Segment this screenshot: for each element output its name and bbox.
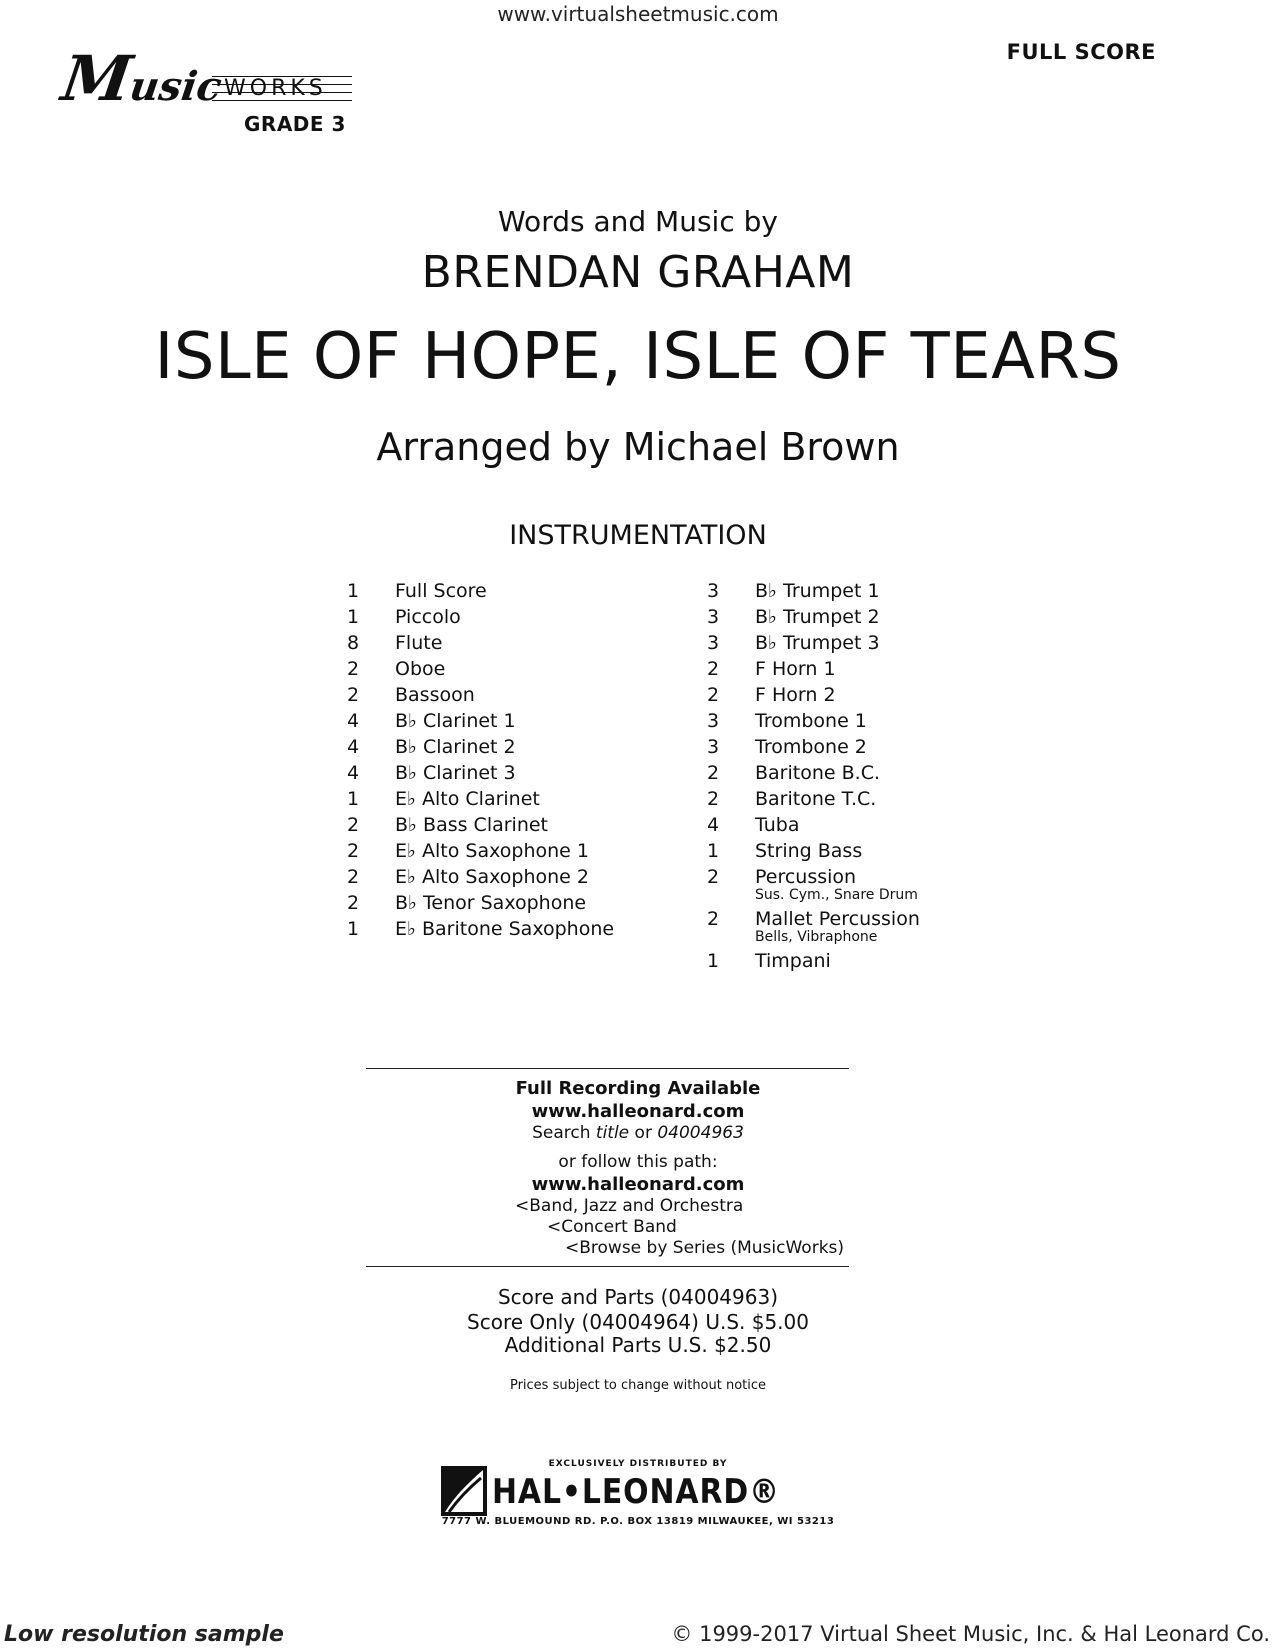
instrument-row [340,840,680,866]
instrument-row [700,632,1000,658]
instrument-name-cell [395,632,680,654]
instrument-name: B♭ Trumpet 1 [755,580,880,602]
instrument-name-cell [395,918,680,940]
instrument-row [700,814,1000,840]
instrument-name-cell [755,580,1000,602]
instrument-quantity: 1 [707,840,720,862]
instrument-name: Full Score [395,580,487,602]
instrument-name: B♭ Bass Clarinet [395,814,549,836]
instrument-quantity: 2 [347,866,360,888]
instrument-quantity: 2 [707,684,720,706]
price-score-and-parts: Score and Parts (04004963) [497,1285,779,1309]
instrument-row [340,814,680,840]
instrument-row [700,762,1000,788]
instrument-quantity: 1 [347,606,360,628]
instrument-row [340,788,680,814]
instrument-name: E♭ Alto Saxophone 1 [395,840,589,862]
price-disclaimer: Prices subject to change without notice [509,1378,767,1393]
instrument-name: F Horn 1 [755,658,836,680]
instrument-name: B♭ Clarinet 3 [395,762,516,784]
instrument-row [340,710,680,736]
copyright-notice: © 1999-2017 Virtual Sheet Music, Inc. & Hal Leonard Co. [671,1622,1270,1646]
instrument-row [700,658,1000,684]
instrument-name: Baritone B.C. [755,762,880,784]
instrument-name: Tuba [755,814,800,836]
instrument-quantity: 2 [707,762,720,784]
edition-label: FULL SCORE [1006,40,1156,64]
instrument-name-cell [755,840,1000,862]
instrument-quantity: 2 [707,866,720,888]
instrument-quantity: 1 [347,788,360,810]
instrument-name: E♭ Baritone Saxophone [395,918,615,940]
instrument-name: B♭ Trumpet 2 [755,606,880,628]
instrument-name-cell [395,606,680,628]
instrument-quantity: 2 [347,840,360,862]
composer-name: BRENDAN GRAHAM [421,247,855,298]
instrument-name-cell [755,710,1000,732]
instrument-name: Flute [395,632,443,654]
instrument-row [700,606,1000,632]
instrument-row [340,606,680,632]
instrument-name: Baritone T.C. [755,788,877,810]
instrument-row [340,866,680,892]
instrument-name-cell [755,736,1000,758]
distributor-address: 7777 W. BLUEMOUND RD. P.O. BOX 13819 MILWAUKEE, WI 53213 [441,1516,835,1527]
instrument-name: B♭ Clarinet 1 [395,710,516,732]
instrument-detail: Sus. Cym., Snare Drum [755,887,918,903]
instrument-name: Oboe [395,658,446,680]
instrument-name: String Bass [755,840,863,862]
instrumentation-heading: INSTRUMENTATION [509,520,767,551]
instrument-quantity: 3 [707,736,720,758]
instrument-name-cell [395,710,680,732]
instrument-detail: Bells, Vibraphone [755,929,878,945]
instrument-name-cell [755,606,1000,628]
distributor-name: HAL•LEONARD® [492,1472,780,1512]
instrument-name-cell [755,684,1000,706]
instrument-row [700,710,1000,736]
distributor-label: EXCLUSIVELY DISTRIBUTED BY [548,1459,728,1469]
instrument-name-cell [395,580,680,602]
instrument-name: Piccolo [395,606,461,628]
instrument-row [340,762,680,788]
path-step-band-jazz-orchestra: <Band, Jazz and Orchestra [515,1196,744,1216]
instrument-name-cell [755,788,1000,810]
instrument-name: Trombone 2 [755,736,867,758]
instrument-name: F Horn 2 [755,684,836,706]
instrument-quantity: 1 [707,950,720,972]
divider-bottom [366,1266,849,1267]
follow-path-label: or follow this path: [558,1152,718,1172]
instrument-quantity: 4 [347,736,360,758]
instrument-name-cell [755,950,1000,972]
instrument-quantity: 2 [707,908,720,930]
recording-site-link[interactable]: www.halleonard.com [531,1101,745,1122]
instrumentation-right-column [700,580,1000,976]
recording-title: Full Recording Available [515,1078,761,1099]
arranger-credit: Arranged by Michael Brown [376,425,900,469]
instrument-quantity: 2 [347,814,360,836]
instrument-row [700,736,1000,762]
instrument-name: B♭ Trumpet 3 [755,632,880,654]
song-title: ISLE OF HOPE, ISLE OF TEARS [154,320,1122,394]
instrument-quantity: 2 [347,892,360,914]
path-site-link[interactable]: www.halleonard.com [531,1174,745,1195]
instrument-row [700,866,1000,908]
instrument-name-cell [395,866,680,888]
instrument-name: Percussion [755,866,857,888]
instrument-name: B♭ Clarinet 2 [395,736,516,758]
instrument-name-cell [395,840,680,862]
divider-top [366,1068,849,1069]
instrument-name-cell [755,658,1000,680]
instrument-quantity: 4 [347,710,360,732]
instrument-name-cell [395,788,680,810]
instrument-quantity: 4 [347,762,360,784]
instrument-row [700,840,1000,866]
instrument-row [340,684,680,710]
instrument-row [700,788,1000,814]
instrument-name: E♭ Alto Saxophone 2 [395,866,589,888]
instrument-row [340,632,680,658]
instrument-name: B♭ Tenor Saxophone [395,892,587,914]
instrument-quantity: 1 [347,918,360,940]
instrument-name: Timpani [755,950,831,972]
instrument-row [700,580,1000,606]
instrument-row [340,580,680,606]
hal-leonard-logo-icon [441,1466,487,1516]
instrument-name: Bassoon [395,684,475,706]
logo-script: Music [57,42,225,115]
path-step-browse-series: <Browse by Series (MusicWorks) [565,1238,845,1258]
instrument-quantity: 1 [347,580,360,602]
watermark-url: www.virtualsheetmusic.com [497,2,779,26]
instrument-name-cell [755,814,1000,836]
instrument-row [340,918,680,944]
instrument-quantity: 4 [707,814,720,836]
low-resolution-note: Low resolution sample [4,1622,284,1647]
logo-works: WORKS [224,76,327,101]
price-score-only: Score Only (04004964) U.S. $5.00 [467,1310,809,1334]
instrument-name-cell [755,632,1000,654]
grade-label: GRADE 3 [244,112,346,136]
instrument-quantity: 3 [707,580,720,602]
instrument-quantity: 2 [347,658,360,680]
instrument-row [340,736,680,762]
instrument-name-cell [395,762,680,784]
instrument-row [700,684,1000,710]
instrument-row [700,908,1000,950]
instrument-name: Trombone 1 [755,710,867,732]
instrumentation-left-column [340,580,680,944]
instrument-quantity: 8 [347,632,360,654]
instrument-row [340,892,680,918]
instrument-row [340,658,680,684]
instrument-name-cell [755,762,1000,784]
instrument-quantity: 3 [707,710,720,732]
instrument-name: Mallet Percussion [755,908,920,930]
instrument-quantity: 2 [707,658,720,680]
instrument-name-cell [395,814,680,836]
instrument-name-cell [755,866,1000,902]
instrument-quantity: 3 [707,632,720,654]
instrument-name-cell [395,736,680,758]
credit-line: Words and Music by [498,205,778,238]
instrument-quantity: 2 [707,788,720,810]
price-additional-parts: Additional Parts U.S. $2.50 [504,1333,772,1357]
instrument-quantity: 3 [707,606,720,628]
musicworks-logo [57,40,362,140]
search-hint: Search title or 04004963 [532,1123,744,1143]
path-step-concert-band: <Concert Band [547,1217,677,1237]
instrument-quantity: 2 [347,684,360,706]
instrument-name-cell [395,658,680,680]
instrument-name-cell [395,892,680,914]
instrument-name-cell [395,684,680,706]
instrument-name-cell [755,908,1000,944]
instrument-name: E♭ Alto Clarinet [395,788,540,810]
instrument-row [700,950,1000,976]
